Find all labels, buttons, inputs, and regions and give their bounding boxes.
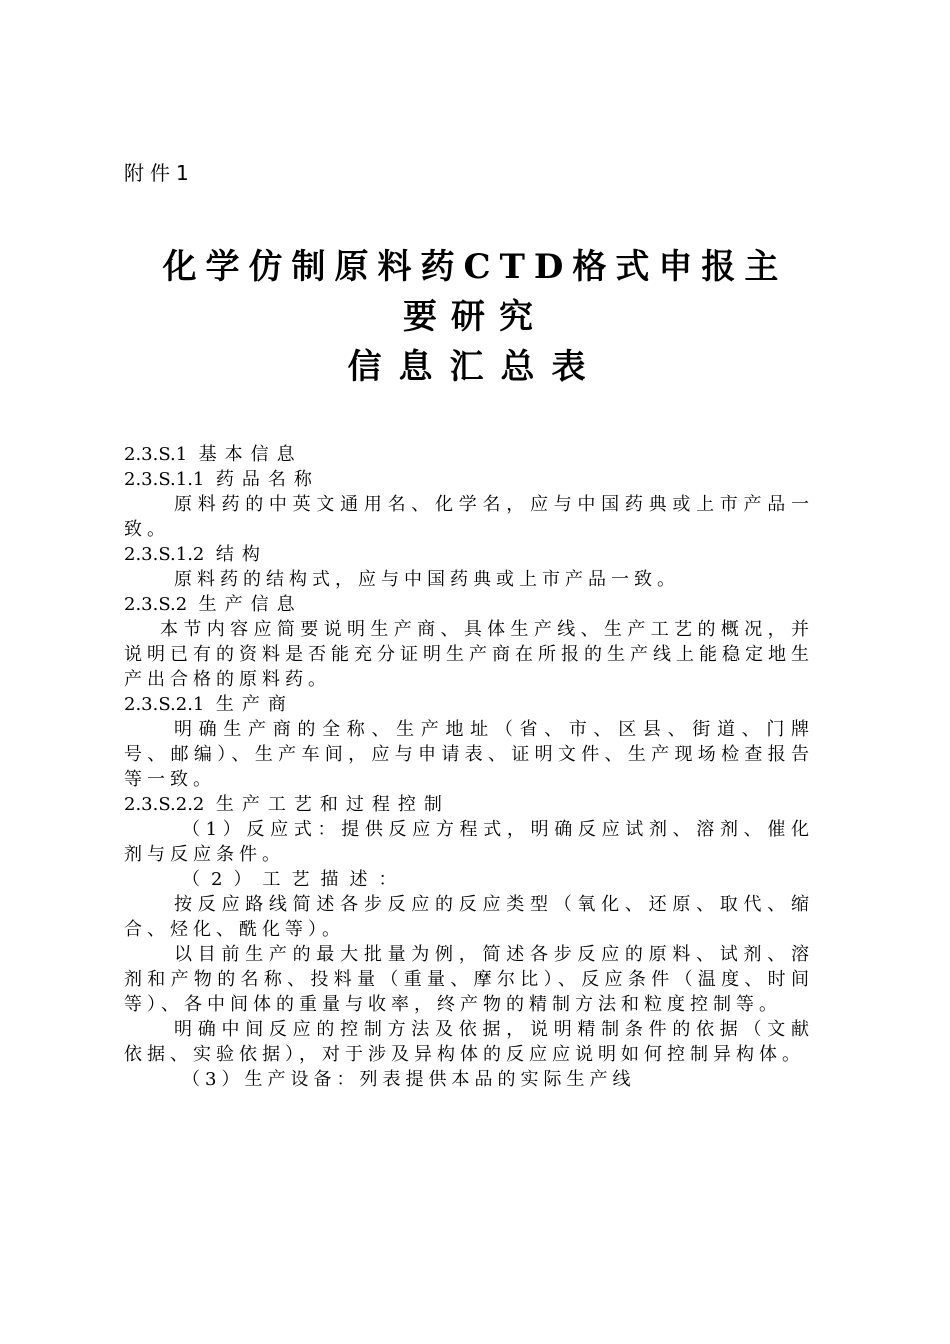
paragraph-max-batch: 以目前生产的最大批量为例，简述各步反应的原料、试剂、溶剂和产物的名称、投料量（重量、摩尔比）、反应条件（温度、时间等）、各中间体的重量与收率，终产物的精制方法和粒度控制等。 [124, 944, 814, 1015]
document-title-line-2: 要研究 [403, 297, 547, 337]
section-heading-s1-1 [124, 467, 814, 492]
paragraph-production-info: 本节内容应简要说明生产商、具体生产线、生产工艺的概况，并说明已有的资料是否能充分证明生产商在所报的生产线上能稳定地生产出合格的原料药。 [124, 619, 814, 690]
paragraph-manufacturer: 明确生产商的全称、生产地址（省、市、区县、街道、门牌号、邮编）、生产车间，应与申请表、证明文件、生产现场检查报告等一致。 [124, 719, 814, 790]
document-body [124, 442, 814, 1092]
paragraph-structure: 原料药的结构式，应与中国药典或上市产品一致。 [174, 569, 680, 590]
section-heading-s2 [124, 592, 814, 617]
section-title: 生产工艺和过程控制 [215, 794, 450, 815]
section-number: 2.3.S.2.2 [124, 794, 205, 815]
section-title: 基本信息 [198, 444, 303, 465]
document-title-line-3: 信息汇总表 [347, 347, 603, 387]
section-heading-s2-1 [124, 692, 814, 717]
section-number: 2.3.S.1.2 [124, 544, 205, 565]
section-heading-s1-2 [124, 542, 814, 567]
paragraph-drug-name: 原料药的中英文通用名、化学名，应与中国药典或上市产品一致。 [124, 494, 814, 540]
item-production-equipment: （3）生产设备：列表提供本品的实际生产线 [182, 1069, 636, 1090]
attachment-label: 附件1 [124, 161, 195, 185]
section-heading-s1 [124, 442, 814, 467]
section-title: 结构 [215, 544, 268, 565]
paragraph-control-methods: 明确中间反应的控制方法及依据，说明精制条件的依据（文献依据、实验依据），对于涉及异构体的反应应说明如何控制异构体。 [124, 1019, 814, 1065]
section-heading-s2-2 [124, 792, 814, 817]
document-title-line-1: 化学仿制原料药CTD格式申报主 [162, 247, 788, 287]
section-number: 2.3.S.1.1 [124, 469, 205, 490]
section-title: 生产商 [215, 694, 294, 715]
section-title: 药品名称 [215, 469, 320, 490]
section-title: 生产信息 [198, 594, 303, 615]
section-number: 2.3.S.1 [124, 444, 188, 465]
section-number: 2.3.S.2 [124, 594, 188, 615]
item-reaction-equation: （1）反应式：提供反应方程式，明确反应试剂、溶剂、催化剂与反应条件。 [124, 819, 814, 865]
section-number: 2.3.S.2.1 [124, 694, 205, 715]
item-process-description: （2）工艺描述： [182, 869, 408, 890]
paragraph-reaction-types: 按反应路线简述各步反应的反应类型（氧化、还原、取代、缩合、烃化、酰化等）。 [124, 894, 814, 940]
